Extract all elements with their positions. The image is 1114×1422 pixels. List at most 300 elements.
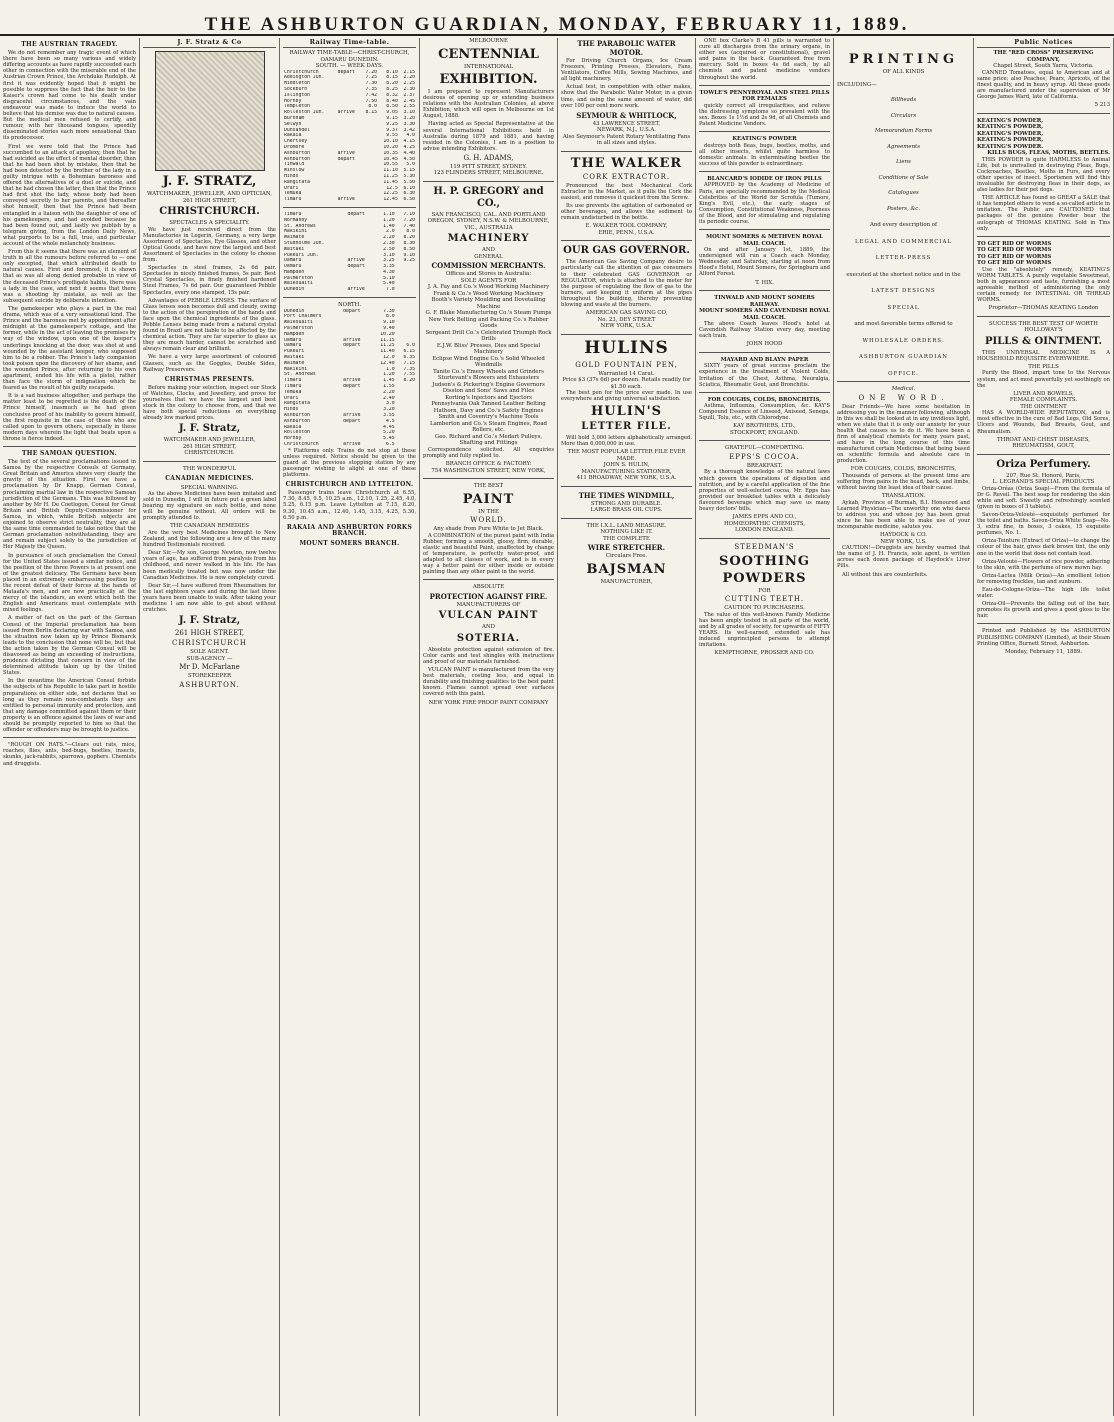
column-header: Public Notices — [977, 38, 1110, 48]
advert-address: NEWARK, N.J., U.S.A. — [597, 127, 656, 134]
advert-heading: SOOTHING — [718, 553, 811, 569]
printing-item: Memorandum Forms — [874, 128, 933, 134]
station-name: Tinwald — [284, 162, 305, 168]
train-time: 1.40 — [383, 223, 395, 229]
train-time: 7.30 — [365, 81, 378, 87]
train-time — [396, 287, 416, 293]
arrive-depart: arrive — [343, 441, 361, 447]
train-time: 2.20 — [383, 389, 395, 395]
advert-heading: RHEUMATISM, GOUT, — [1012, 443, 1075, 450]
divider — [699, 440, 830, 441]
advert-text: Savon-Oriza-Velouté—exquisitely perfumed for the toilet and baths. Savon-Oriza White Soap—No. 3, extra fine, in boxes, 3 cakes, 15 exquisite perfumes, No. 1. — [977, 511, 1110, 537]
divider — [143, 461, 276, 462]
printing-text: WHOLESALE ORDERS. — [862, 337, 945, 344]
station-name: Hinds — [284, 407, 299, 413]
station-name: Timaru — [284, 378, 302, 384]
advert-heading: BLANCARD'S IODIDE OF IRON PILLS — [707, 175, 822, 182]
train-time: 8.40 — [386, 98, 398, 104]
advert-address: 207, Rue St. Honoré, Paris, — [1006, 472, 1081, 479]
train-time: 8.0 — [406, 229, 415, 235]
timetable-direction: SOUTH. — [315, 63, 339, 70]
advert-heading: INTERNATIONAL — [463, 63, 514, 70]
advert-text: HAS A WORLD-WIDE REPUTATION, and is most effective in the cure of Bad Legs, Old Sores, Ulcers and Wounds, Bad Breasts, Gout, and Rheumatism. — [977, 410, 1110, 435]
train-time: 7.42 — [365, 92, 378, 98]
advert-text: ONE box Clarke's B 41 pills is warranted to cure all discharges from the urinary organs, in either sex (acquired or constitutional), gravel and pains in the back. Guaranteed free from mercury. Sold in boxes 4s 6d each, by all chemists and patent medicine vendors throughout the world. — [699, 38, 830, 81]
printing-text: executed at the shortest notice and in the — [846, 271, 961, 278]
advert-text: Are the very best Medicines brought to New Zealand, and the following are a few of the many hundred Testimonials received. — [143, 529, 276, 549]
timetable-south-2 — [283, 212, 416, 293]
advert-heading: THE "RED CROSS" PRESERVING COMPANY, — [993, 50, 1094, 63]
train-time: 2.15 — [403, 69, 415, 75]
train-time: 6.30 — [403, 191, 415, 197]
advert-text: Aykab, Province of Burmah, B.I. Honoured and Learned Physician—The unworthy one who dares to address you and whose joy has been great since he has been able to make use of your incomparable medicine, salutes you. — [837, 499, 970, 531]
advert-text: Thousands of persons at the present time are suffering from pains in the head, back, and limbs, without having the least idea of their cause. — [837, 472, 970, 492]
advert-address: 261 HIGH STREET, — [182, 197, 237, 204]
advert-firm: KAY BROTHERS, LTD., — [733, 423, 796, 430]
station-name: Hampden — [284, 331, 305, 337]
column-3 — [280, 38, 420, 1416]
station-name: Hampden — [284, 269, 305, 275]
train-time: 7.20 — [365, 69, 378, 75]
train-time: 2.30 — [383, 240, 395, 246]
advert-heading: OUR GAS GOVERNOR. — [563, 245, 690, 257]
divider — [977, 236, 1110, 237]
station-name: Winslow — [284, 168, 305, 174]
station-name: Waimate — [284, 235, 305, 241]
divider — [699, 290, 830, 291]
train-time: 5.30 — [403, 173, 415, 179]
train-time: 3.0 — [386, 401, 395, 407]
timetable-direction: NORTH. — [337, 302, 362, 309]
station-name: Normanby — [284, 217, 308, 223]
article-paragraph: From this it seems that there was an element of truth in all the rumours before referred to — one only excepted, that which attributed death to natural causes. First and foremost, it is shown that as was all along denied probable in view of the deceased Prince's profligate habits, there was a lady in the case, and next it seems that there was a shooting by mistake, as well as the subsequent suicide by deliberate intention. — [3, 249, 136, 304]
train-time: 2.0 — [386, 229, 395, 235]
advert-address: 261 HIGH STREET, — [182, 443, 237, 450]
advert-heading: WORLD. — [470, 516, 507, 525]
advert-sole-agent: SOLE AGENT. — [190, 649, 229, 656]
station-name: Rangitata — [284, 179, 310, 185]
station-name: Waikouaiti — [284, 320, 313, 326]
train-time: 2.20 — [403, 75, 415, 81]
train-time: 7.15 — [403, 360, 415, 366]
train-time: 9.37 — [386, 127, 398, 133]
station-name: Pukeuri Jun. — [284, 252, 319, 258]
advert-address: LONDON ENGLAND. — [735, 527, 794, 534]
advert-firm: JAMES EPPS AND CO., — [732, 514, 797, 521]
printing-text: SPECIAL — [887, 304, 920, 311]
printing-text: LATEST DESIGNS — [871, 288, 936, 294]
station-name: Burnham — [284, 115, 305, 121]
divider — [699, 131, 830, 132]
train-time: 2.45 — [403, 98, 415, 104]
advert-text: The best pen for the price ever made. In use everywhere and giving universal satisfaction. — [561, 390, 692, 403]
train-time: 8.0 — [368, 104, 378, 110]
advert-heading: WIRE STRETCHER. — [587, 543, 666, 553]
train-time: 5.20 — [383, 430, 395, 436]
train-time: 7.35 — [365, 86, 378, 92]
station-name: Makikihi — [284, 229, 308, 235]
station-name: Addington Jun. — [284, 75, 325, 81]
station-name: Timaru — [284, 383, 302, 389]
advert-firm: KEMPTHORNE, PROSSER AND CO. — [714, 650, 815, 657]
advert-town: CHRISTCHURCH. — [184, 450, 235, 457]
advert-heading: HULINS — [584, 337, 669, 358]
timetable-row — [283, 151, 416, 157]
imprint: Printed and Published by the ASHBURTON PUBLISHING COMPANY (Limited), at their Steam Printing Office, Burnett Street, Ashburton. — [977, 628, 1110, 647]
arrive-depart: depart — [343, 308, 361, 314]
train-time: 11.15 — [380, 337, 395, 343]
advert-heading: ONE WORD. — [858, 393, 949, 402]
advert-heading: MANUFACTURER, — [600, 578, 653, 585]
train-time: 2.55 — [403, 104, 415, 110]
agency-item: Frank & Co.'s Wood Working Machinery — [433, 290, 544, 297]
timetable-heading: CHRISTCHURCH AND LYTTELTON. — [285, 481, 414, 489]
train-time: 10.35 — [383, 150, 398, 156]
advert-heading: THE TIMES WINDMILL, — [578, 490, 675, 500]
divider — [561, 240, 692, 241]
advert-heading: MACHINERY — [447, 233, 530, 245]
shop-illustration — [155, 51, 265, 171]
advert-address: 754 WASHINGTON STREET, NEW YORK, — [431, 467, 546, 474]
arrive-depart: depart — [343, 383, 361, 389]
timetable-heading: RAKAIA AND ASHBURTON FORKS BRANCH. — [286, 523, 413, 537]
advert-heading: MOUNT SOMERS & METHVEN ROYAL MAIL COACH. — [706, 234, 823, 247]
agents-list — [423, 284, 554, 447]
arrive-depart: depart — [337, 69, 355, 75]
agency-item: G. F. Blake Manufacturing Co.'s Steam Pumps — [425, 310, 552, 317]
divider — [977, 113, 1110, 114]
advert-name: J. F. STRATZ, — [162, 174, 257, 190]
train-time: 12.0 — [383, 354, 395, 360]
divider — [699, 171, 830, 172]
advert-heading: GENERAL — [474, 253, 503, 260]
train-time: 12.45 — [383, 197, 398, 203]
advert-trade: WATCHMAKER AND JEWELLER, — [163, 437, 256, 444]
advert-firm: SEYMOUR & WHITLOCK, — [576, 110, 677, 120]
advert-firm: H. P. GREGORY and CO., — [433, 185, 544, 209]
advert-text: Offices and Stores in Australia: — [445, 271, 532, 278]
article-paragraph: First we were told that the Prince had succumbed to an attack of apoplexy, then that he had suicided as the effect of mental disorder, then that he had been shot by mistake, then that he had been detected by the brother of the lady in a guilty intrigue with a Bohemian baroness and offered the alternatives of a duel or suicide, and that he had chosen the latter, then that the Prince had first shot the lady, whose body had been conveyed secretly to her parents, and thereafter shot himself, then that the Prince had been entangled in a liaison with the daughter of one of his gamekeepers, and had avoided because he had been found out, and lastly we publish by a telegram giving, from the London Daily News, what purports to be a full, true, and particular account of the whole melancholy business. — [3, 143, 136, 247]
advert-town: CHRISTCHURCH. — [159, 206, 260, 218]
train-time: 8.20 — [403, 235, 415, 241]
column-header: J. F. Stratz & Co — [143, 38, 276, 48]
advert-heading: L. LEGRAND'S SPECIAL PRODUCTS — [992, 479, 1095, 486]
advert-address: No. 23, DEY STREET — [597, 316, 656, 323]
article-paragraph: We do not remember any tragic event of which there have been so many various and widely differing accounts as have rapidly succeeded each other in connection with the miserable end of the Austrian Crown Prince, the Archduke Rudolph. At first it was evidently hoped that it might be possible to suppress the fact that the heir to the Kaiser's crown had come to his death under disgraceful circumstances, and the vain endeavour was made to induce the world to believe that his demise was due to natural causes. But the medical men refused to certify, and rumour, with her thousand tongues, speedily disseminated stories each more sensational than its predecessor. — [3, 50, 136, 142]
advert-text: SIXTY years of great success proclaim the experience in the treatment of Violent Colds, Irritation of the Chest, Asthma, Neuralgia, Sciatica, Rheumatic Gout, and Bronchitis. — [699, 363, 830, 388]
agency-item: Eclipse Wind Engine Co.'s Solid Wheeled Windmills — [432, 355, 545, 369]
train-time: 10.20 — [383, 144, 398, 150]
divider — [3, 446, 136, 447]
advert-price: Price $3 (37s 6d) per dozen. Retails readily for $1.50 each. — [562, 377, 691, 390]
train-time: 8.20 — [403, 378, 415, 384]
advert-agent-town: ASHBURTON. — [179, 680, 240, 689]
station-name: Ashburton — [284, 156, 310, 162]
train-time: 5.15 — [403, 168, 415, 174]
train-time: 7.0 — [386, 287, 395, 293]
train-time: 6.35 — [403, 354, 415, 360]
advert-heading: MELBOURNE — [469, 38, 508, 44]
train-time: 3.20 — [403, 115, 415, 121]
agency-item: New York Belting and Packing Co.'s Rubber Goods — [428, 316, 549, 330]
advert-text: Purify the Blood, impart tone to the Nervous system, and act most powerfully yet soothingly on the — [977, 370, 1110, 389]
train-time: 9.55 — [386, 133, 398, 139]
divider — [699, 229, 830, 230]
worms-line: TO GET RID OF WORMS — [977, 240, 1052, 247]
train-time: 5.45 — [383, 436, 395, 442]
advert-text: For Driving Church Organs, Ice Cream Freezers, Printing Presses, Elevators, Fans, Ventilators, Coffee Mills, Sewing Machines, and all light machinery. — [561, 58, 692, 83]
advert-heading: COMMISSION MERCHANTS. — [431, 261, 546, 271]
divider — [561, 334, 692, 335]
advert-text: Warranted 14 Carat. — [598, 370, 655, 377]
train-time: 4.0 — [406, 133, 415, 139]
train-time: 8.32 — [386, 92, 398, 98]
agency-item: Tanite Co.'s Emery Wheels and Grinders — [433, 368, 544, 375]
station-name: Ashburton — [284, 150, 310, 156]
column-5 — [558, 38, 696, 1416]
advert-heading: EXHIBITION. — [439, 72, 538, 87]
advert-address: 411 BROADWAY, NEW YORK, U.S.A. — [576, 475, 677, 482]
advert-heading: GRATEFUL—COMFORTING. — [724, 445, 805, 452]
advert-heading: FOR COUGHS, COLDS, BRONCHITIS, — [850, 466, 957, 473]
advert-trade: WATCHMAKER, JEWELLER, AND OPTICIAN, — [147, 191, 272, 198]
train-time: 10.20 — [380, 331, 395, 337]
divider — [837, 381, 970, 382]
advert-firm: HOMŒOPATHIC CHEMISTS, — [723, 520, 806, 527]
advert-text: Oriza-Teinture (Extract of Oriza)—to change the colour of the hair, gives dark brown tint, the only one in the world that does not contain lead. — [977, 538, 1110, 557]
printing-text: LETTER-PRESS — [875, 255, 932, 261]
advert-text: Asthma, Influenza, Consumption, &c. KAY'S Compound Essence of Linseed, Aniseed, Senega, Squill, Tolu, etc., with Chlorodyne. — [699, 403, 830, 422]
advert-address: ERIE, PENN., U.S.A. — [598, 229, 655, 236]
station-name: Orari — [284, 395, 299, 401]
station-name: Hinds — [284, 173, 299, 179]
station-name: Dunedin — [284, 287, 305, 293]
station-name: Makikihi — [284, 366, 308, 372]
station-name: Ashburton — [284, 418, 310, 424]
station-name: Christchurch — [284, 441, 319, 447]
advert-heading: CUTTING TEETH. — [724, 595, 805, 604]
agency-item: Lamberton and Co.'s Steam Engines, Road Rollers, etc. — [429, 420, 547, 434]
train-time: 9.10 — [383, 320, 395, 326]
advert-text: quickly correct all irregularities, and relieve the distressing symptoms so prevalent with the sex. Boxes 1s 1½d and 2s 9d, of all Chemists and Patent Medicine Vendors. — [699, 102, 830, 127]
printing-item: Conditions of Sale — [878, 174, 929, 181]
timetable-row — [283, 287, 416, 293]
arrive-depart: arrive — [343, 378, 361, 384]
advert-address: Chapel Street, South Yarra, Victoria. — [993, 63, 1094, 70]
station-name: Waikouaiti — [284, 281, 313, 287]
advert-text: THE ARTICLE has found so GREAT a SALE that it has tempted others to vend a so-called article in imitation. The Public are CAUTIONED that packages of the genuine Powder bear the autograph of THOMAS KEATING. Sold in Tins only. — [977, 195, 1110, 232]
station-name: Palmerston — [284, 325, 313, 331]
train-time: 10.45 — [383, 156, 398, 162]
advert-heading: PILLS & OINTMENT. — [985, 335, 1102, 347]
agency-item: E.J.W. Bliss' Presses, Dies and Special Machinery — [436, 342, 541, 356]
train-time: 8.15 — [386, 75, 398, 81]
train-time: 10.10 — [383, 139, 398, 145]
advert-text: Use the "absolutely" remedy, KEATING'S WORM TABLETS. A purely vegetable Sweetmeat, both in appearance and taste, furnishing a most agreeable method of administering the only certain remedy for INTESTINAL OR THREAD WORMS. — [977, 266, 1110, 304]
station-name: Christchurch — [284, 69, 319, 75]
advert-heading: LETTER FILE. — [581, 421, 672, 433]
advert-text: NOTHING LIKE IT. — [600, 529, 653, 536]
arrive-depart: depart — [347, 264, 365, 270]
advert-heading: CORK EXTRACTOR. — [582, 172, 671, 181]
train-time: 4.30 — [383, 269, 395, 275]
advert-text: The American Gas Saving Company desire to particularly call the attention of gas consumers to their celebrated GAS GOVERNOR or REGULATOR, which is attached to the meter for the purpose of regulating the flow of gas to the burners, and keeping it uniform at the pipes throughout the building, thereby preventing blowing and waste at the burners. — [561, 259, 692, 308]
advert-text: A COMBINATION of the purest paint with India Rubber, forming a smooth, glossy, firm, durable, elastic and beautiful Paint, unaffected by change of temperature, is perfectly water-proof, and adapted to all classes of work, and is in every way a better paint for either inside or outside painting than any other paint in the world. — [423, 532, 554, 576]
train-time: 5.0 — [406, 162, 415, 168]
agency-item: J. A. Fay and Co.'s Wood Working Machinery — [427, 284, 550, 291]
advert-heading: THE PILLS — [1028, 363, 1059, 370]
advert-town: CHRISTCHURCH — [171, 639, 248, 648]
advert-signature: G. H. ADAMS, — [463, 153, 514, 162]
train-time: 8.25 — [386, 86, 398, 92]
advert-heading: PROTECTION AGAINST FIRE. — [429, 591, 548, 601]
advert-text: Having acted as Special Representative at the several International Exhibitions held in Australia during 1879 and 1881, and having resided in the Colonies, I am in a position to advise intending Exhibitors. — [423, 121, 554, 152]
train-time: 4.45 — [383, 424, 395, 430]
train-time: 2.25 — [403, 81, 415, 87]
column-8 — [974, 38, 1114, 1416]
advert-signature: JOHN HOOD — [746, 341, 783, 348]
divider — [3, 737, 136, 738]
advert-heading: KILLS BUGS, FLEAS, MOTHS, BEETLES. — [987, 150, 1110, 157]
advert-text: Its use prevents the agitation of carbonated or other beverages, and allows the sediment to remain undisturbed in the bottle. — [561, 203, 692, 222]
masthead — [0, 0, 1114, 36]
station-name: Hornby — [284, 98, 302, 104]
advert-heading: IN THE — [478, 508, 499, 515]
station-name: St. Andrews — [284, 223, 316, 229]
station-name: Rolleston Jun. — [284, 110, 325, 116]
advert-heading: FOR — [758, 587, 771, 594]
arrive-depart: arrive — [347, 258, 365, 264]
headline-samoan-question: THE SAMOAN QUESTION. — [22, 450, 117, 457]
article-paragraph: In pursuance of such proclamation the Consul for the United States issued a similar notice, and the position of the three Powers is at present one of the greatest delicacy. The Germans have been placed in an extremely embarrassing position by the recent defeat of their forces at the hands of Mataafa's men, and are now practically at the mercy of the islanders, an event which both the English and Americans must contemplate with mixed feelings. — [3, 552, 136, 614]
advert-heading: MANUFACTURERS OF — [456, 601, 521, 608]
train-time: 2.20 — [383, 235, 395, 241]
train-time: 9.40 — [383, 325, 395, 331]
advert-firm: Proprietor—THOMAS KEATING London — [988, 305, 1099, 312]
station-name: Dromore — [284, 144, 305, 150]
station-name: Chertsey — [284, 139, 308, 145]
divider — [699, 85, 830, 86]
advert-address: 119 PITT STREET, SYDNEY. — [449, 163, 527, 170]
station-name: Sockburn — [284, 86, 308, 92]
advert-heading: ABSOLUTE — [472, 584, 505, 591]
advert-text: CAUTION!—Druggists are hereby warned that the name of J. H. Francis, sole agent, is written across each dozen package of Haydock's Liver Pills. — [837, 545, 970, 570]
advert-text: Oriza-Oil—Prevents the falling out of the hair, promotes its growth and gives a good gloss to the hair. — [977, 601, 1110, 620]
agency-item: Smith and Coventry's Machine Tools — [438, 414, 539, 421]
divider — [423, 579, 554, 580]
train-time: 4.15 — [403, 139, 415, 145]
advert-heading: THE BEST — [473, 483, 504, 490]
train-time: 7.35 — [403, 366, 415, 372]
printing-including: INCLUDING— — [837, 81, 877, 88]
arrive-depart: arrive — [343, 412, 361, 418]
advert-heading: LARGE BRASS OIL CUPS. — [590, 507, 663, 514]
train-time: 7.10 — [403, 211, 415, 217]
advert-text: THIS POWDER is quite HARMLESS to Animal Life, but is unrivalled in destroying Fleas, Bugs, Cockroaches, Beetles, Moths in Furs, and every other species of insect. Sportsmen will find this invaluable for destroying fleas in their dogs, as also ladies for their pet dogs. — [977, 156, 1110, 194]
keating-line: KEATING'S POWDER, — [977, 137, 1044, 144]
keating-line: KEATING'S POWDER, — [977, 130, 1044, 137]
train-time: 7.40 — [403, 223, 415, 229]
train-time: 4.25 — [403, 144, 415, 150]
divider — [423, 478, 554, 479]
arrive-depart: depart — [343, 418, 361, 424]
advert-text: Will hold 3,000 letters alphabetically arranged. More than 6,000,000 in use. — [561, 435, 692, 448]
train-time: 11.10 — [383, 168, 398, 174]
train-time: 12.25 — [383, 191, 398, 197]
train-time: 11.25 — [380, 343, 395, 349]
train-time: 6.0 — [406, 343, 415, 349]
advert-heading: FEMALE COMPLAINTS. — [1009, 397, 1078, 404]
train-time — [361, 197, 378, 203]
testimonial: Dear Sir,—My son, George Newton, now twelve years of age, has suffered from paralysis from his childhood, and never walked in his life. He has been medically treated but was now under the Canadian Medicines. He is now completely cured. — [143, 550, 276, 581]
timetable-title: RAILWAY TIME-TABLE—CHRIST-CHURCH, OAMARU DUNEDIN. — [289, 50, 410, 63]
keating-line: KEATING'S POWDER, — [977, 124, 1044, 131]
advert-heading: SUCCESS THE BEST TEST OF WORTH — [989, 320, 1098, 327]
advert-heading: STEEDMAN'S — [734, 542, 795, 551]
advert-text: We have a very large assortment of coloured Glasses, such as the Goggles, Double Sides, Railway Preservers. — [143, 354, 276, 373]
keating-list — [977, 118, 1110, 151]
train-time: 9.05 — [386, 110, 398, 116]
timetable-section: SOUTH. — WEEK DAYS. — [315, 63, 384, 70]
station-name: Middleton — [284, 81, 310, 87]
advert-text: Oriza-Oréas (Oriza Soap)—From the formula of Dr G. Reveil. The best soap for rendering the skin white and soft. Sweetly and refreshingly scented (given in boxes of 3 tablets). — [977, 485, 1110, 510]
station-name: Timaru — [284, 197, 302, 203]
train-time: 8.20 — [386, 81, 398, 87]
advert-heading: HULIN'S — [590, 404, 663, 420]
advert-heading: HOLLOWAY'S — [1024, 327, 1063, 334]
advert-heading: Oriza Perfumery. — [996, 458, 1091, 470]
advert-text: Oriza-Lactea (Milk Oriza)—An emollient lotion for removing freckles, tan and sunburn. — [977, 572, 1110, 585]
arrive-depart: depart — [337, 156, 355, 162]
article-paragraph: The text of the several proclamations issued in Samoa by the respective Consuls of Germany, Great Britain and America shows very clearly the gravity of the situation. First we have a proclamation by Dr Knapp, German Consul, proclaiming martial law in the respective Samoan jurisdiction of the Germans. This was followed by another by Mr H. De Coetlogon, Consul for Great Britain and British Deputy-Commissioner for Samoa, in which, while British subjects are enjoined to observe strict neutrality, they are at the same time commanded to take notice that the German proclamation notwithstanding, they are and remain subject solely to the jurisdiction of Her Majesty the Queen. — [3, 459, 136, 551]
advert-text: I am prepared to represent Manufacturers desirous of opening up or extending business relations with the Australian Colonies, at above Exhibition, which will open in Melbourne on 1st August, 1888. — [423, 89, 554, 120]
station-name: Selwyn — [284, 121, 302, 127]
advert-heading: MOUNT SOMERS AND CAVENDISH ROYAL MAIL COACH. — [699, 308, 830, 321]
advert-heading: EPPS'S COCOA. — [729, 452, 800, 461]
station-name: Dunsandel — [284, 127, 310, 133]
arrive-depart: arrive — [337, 150, 355, 156]
advert-text: SOLE AGENTS FOR — [460, 277, 517, 284]
advert-heading: VULCAN PAINT — [438, 610, 539, 622]
agency-item: Sturtevant's Blowers and Exhausters — [437, 375, 540, 382]
printing-text: and most favorable terms offered to — [854, 321, 953, 327]
train-time: 9.15 — [386, 115, 398, 121]
article-paragraph: In the meantime the American Consul forbids the subjects of his Republic to take part in hostile preparations on either side, not declares that so long as they remain non-combatants they are entitled to personal immunity and protection, and that any damage committed against them or their property is an offence against the laws of war and should be promptly reported to him so that the offender or offenders may be brought to justice. — [3, 678, 136, 734]
advert-firm: AMERICAN GAS SAVING CO, — [585, 310, 668, 317]
advert-address: NEW YORK, U.S.A. — [600, 323, 653, 330]
advert-text: APPROVED by the Academy of Medicine of Paris, are specially recommended by the Medical Celebrities of the World for Scrofula (Tumors, King's Evil, etc.), the early stages of Consumption, Constitutional Weakness, Poorness of the Blood, and for stimulating and regulating its periodic course. — [699, 182, 830, 225]
divider — [561, 151, 692, 152]
imprint-date: Monday, February 11, 1889. — [1004, 648, 1083, 655]
train-time: 11.45 — [383, 179, 398, 185]
section-heading: Medical. — [891, 386, 916, 392]
advert-heading: THE I.X.L. LAND MEASURE. — [586, 522, 667, 529]
train-time: 6.15 — [403, 349, 415, 355]
advert-text: Dear Friends—We have some hesitation in addressing you in the manner following, although in this we shall be looked at in any invidious light, when we state that it is only our anxiety for your health that causes us to do it. We have been a firm of analytical chemists for many years past, and have in the long course of this time manufactured certain Medicines that being based on scientific formula and absolute care in production. — [837, 403, 970, 465]
station-name: Rakaia — [284, 133, 302, 139]
station-name: Islington — [284, 92, 310, 98]
timetable-south — [283, 70, 416, 203]
train-time: 12.5 — [386, 185, 398, 191]
train-time: 3.35 — [383, 264, 395, 270]
advert-text: destroys both fleas, bugs, beetles, moths, and all other insects, whilst quite harmless to domestic animals. In exterminating beetles the success of this powder is extraordinary. — [699, 142, 830, 167]
advert-heading: TOWLE'S PENNYROYAL AND STEEL PILLS FOR FEMALES — [699, 89, 830, 103]
timetable-heading: MOUNT SOMERS BRANCH. — [299, 539, 400, 547]
divider — [699, 538, 830, 539]
divider — [977, 454, 1110, 455]
advert-firm: MANUFACTURING STATIONER, — [581, 468, 672, 475]
article-paragraph: It is a sad business altogether, and perhaps the matter least to be regretted is the death of the Prince himself, inasmuch as he had given conclusive proof of his inability to govern himself, the first requisite in the case of those who are called upon to govern others, especially in these modern days wherein the light that beats upon a throne is fierce indeed. — [3, 393, 136, 442]
